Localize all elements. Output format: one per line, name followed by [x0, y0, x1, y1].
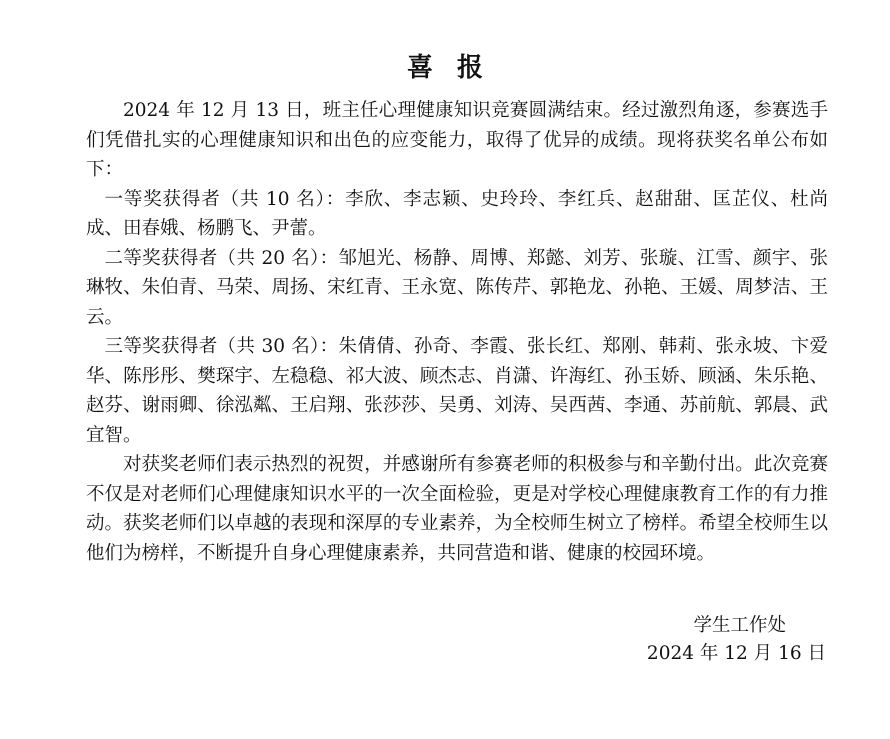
notice-body: [86, 96, 828, 568]
intro-paragraph: 2024 年 12 月 13 日，班主任心理健康知识竞赛圆满结束。经过激烈角逐，参赛选手们凭借扎实的心理健康知识和出色的应变能力，取得了优异的成绩。现将获奖名单公布如下：: [86, 100, 828, 180]
signature-organization: 学生工作处: [693, 615, 786, 636]
third-prize-label: 三等奖获得者（共 30 名）：: [104, 336, 339, 357]
first-prize-label: 一等奖获得者（共 10 名）：: [104, 188, 346, 210]
first-prize-paragraph: [86, 185, 828, 244]
first-prize-names: 李欣、李志颖、史玲玲、李红兵、赵甜甜、匡芷仪、杜尚成、田春娥、杨鹏飞、尹蕾。: [86, 188, 828, 239]
third-prize-names: 朱倩倩、孙奇、李霞、张长红、郑刚、韩莉、张永坡、卞爱华、陈彤彤、樊琛宇、左稳稳、祁大波、顾杰志、肖潇、许海红、孙玉娇、顾涵、朱乐艳、赵芬、谢雨卿、徐泓粼、王启翔、张莎莎、吴勇、刘涛、吴西茜、李通、苏前航、郭晨、武宜智。: [86, 336, 828, 446]
signature-date: 2024 年 12 月 16 日: [646, 643, 826, 664]
signature-block: [647, 612, 826, 668]
notice-title: 喜报: [406, 53, 507, 83]
closing-paragraph: 对获奖老师们表示热烈的祝贺，并感谢所有参赛老师的积极参与和辛勤付出。此次竞赛不仅是对老师们心理健康知识水平的一次全面检验，更是对学校心理健康教育工作的有力推动。获奖老师们以卓越的表现和深厚的专业素养，为全校师生树立了榜样。希望全校师生以他们为榜样，不断提升自身心理健康素养，共同营造和谐、健康的校园环境。: [86, 454, 828, 564]
third-prize-paragraph: [86, 332, 828, 450]
second-prize-names: 邹旭光、杨静、周博、郑懿、刘芳、张璇、江雪、颜宇、张琳牧、朱伯青、马荣、周扬、宋红青、王永宽、陈传芹、郭艳龙、孙艳、王媛、周梦洁、王云。: [86, 247, 828, 328]
second-prize-label: 二等奖获得者（共 20 名）：: [104, 247, 339, 269]
second-prize-paragraph: [86, 244, 828, 333]
